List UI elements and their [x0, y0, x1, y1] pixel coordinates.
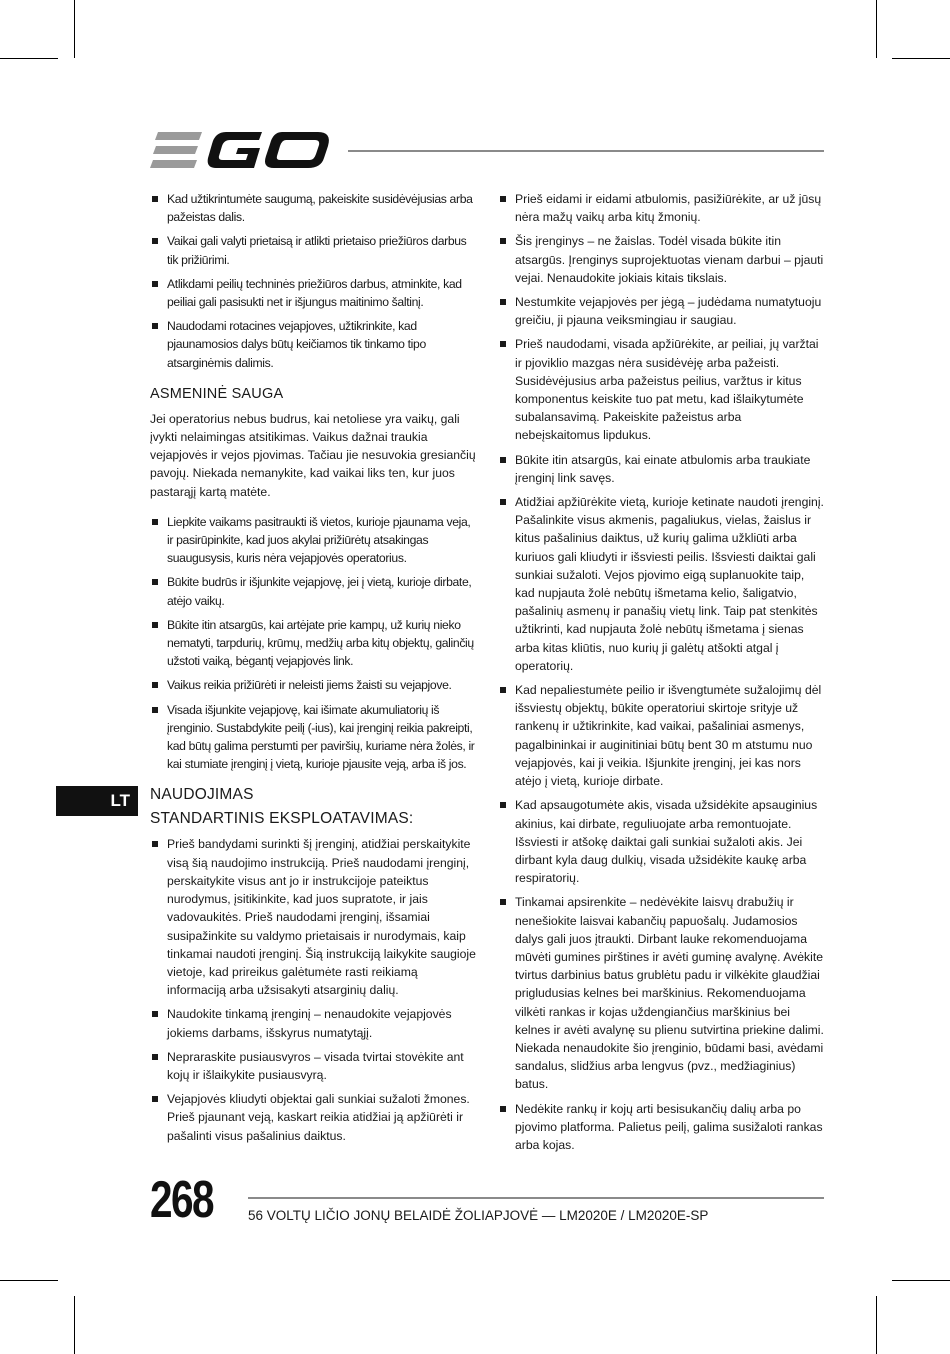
list-item: Vaikus reikia prižiūrėti ir neleisti jiems žaisti su vejapjove. [150, 676, 478, 694]
list-item: Kad apsaugotumėte akis, visada užsidėkite apsauginius akinius, kai dirbate, reguliuojate arba remontuojate. Išsviesti ir atšokę daiktai gali sunkiai sužaloti akis. Jei dirbant kyla daug dulkių, visada užsidėkite kaukę arba respiratorių. [498, 796, 824, 887]
section-heading-usage: NAUDOJIMAS [150, 786, 254, 804]
right-column [498, 190, 824, 1160]
list-item: Visada išjunkite vejapjovę, kai išimate akumuliatorių iš įrenginio. Sustabdykite peilį (-ius), kai įrenginį reikia pakreipti, kad būtų galima perstumti per paviršių, kuriame nėra žolės, ir kai stumiate įrenginį į vietą, kurioje pjausite veją, arba iš jos. [150, 701, 478, 774]
crop-mark [876, 1296, 877, 1354]
crop-mark [892, 1280, 950, 1281]
list-item: Liepkite vaikams pasitraukti iš vietos, kurioje pjaunama veja, ir pasirūpinkite, kad juos akylai prižiūrėtų atsakingas suaugusysis, kuris nėra vejapjovės operatorius. [150, 513, 478, 568]
crop-mark [74, 0, 75, 58]
section-subheading-standard-operation: STANDARTINIS EKSPLOATAVIMAS: [150, 810, 414, 828]
crop-mark [892, 58, 950, 59]
crop-mark [0, 58, 58, 59]
page-number: 268 [150, 1171, 213, 1229]
crop-mark [876, 0, 877, 58]
ego-logo [150, 128, 332, 172]
personal-safety-paragraph: Jei operatorius nebus budrus, kai netoliese yra vaikų, gali įvykti nelaimingas atsitikimas. Vaikus dažnai traukia vejapjovės ir vejos pjovimas. Tačiau jie nesuvokia gresiančių pavojų. Niekada nemanykite, kad vaikai liks ten, kur juos pastarąjį kartą matėte. [150, 411, 476, 499]
list-item: Nestumkite vejapjovės per jėgą – judėdama numatytuoju greičiu, ji pjauna veiksmingiau ir saugiau. [498, 293, 824, 329]
language-tab [56, 786, 138, 816]
header-rule [348, 150, 824, 152]
usage-bullets [150, 835, 478, 1144]
list-item: Naudodami rotacines vejapjoves, užtikrinkite, kad pjaunamosios dalys būtų keičiamos tik tinkamo tipo atsarginėmis dalimis. [150, 317, 478, 372]
section-heading-personal-safety: ASMENINĖ SAUGA [150, 385, 284, 402]
list-item: Atlikdami peilių techninės priežiūros darbus, atminkite, kad peiliai gali pasisukti net ir išjungus maitinimo šaltinį. [150, 275, 478, 311]
crop-mark [74, 1296, 75, 1354]
language-tab-label: LT [110, 791, 130, 810]
footer-rule [248, 1197, 824, 1199]
list-item: Atidžiai apžiūrėkite vietą, kurioje ketinate naudoti įrenginį. Pašalinkite visus akmenis, pagaliukus, vielas, žaislus ir kitus pašalinius daiktus, už kurių galima užkliūti arba kuriuos gali kliudyti ir išsviesti peilis. Išsviesti daiktai gali sunkiai sužaloti. Vejos pjovimo eigą suplanuokite taip, kad nupjauta žolė nebūtų išmetama kelio, šaligatvio, pašalinių asmenų ir panašių vietų link. Taip pat stenkitės užtikrinti, kad nupjauta žolė nebūtų išmetama į sienas arba kitas kliūtis, nuo kurių ji galėtų atšokti atgal į operatorių. [498, 493, 824, 675]
left-top-bullets [150, 190, 478, 372]
right-bullets [498, 190, 824, 1154]
left-column [150, 190, 478, 1151]
list-item: Būkite itin atsargūs, kai einate atbulomis arba traukiate įrenginį link savęs. [498, 451, 824, 487]
list-item: Kad nepaliestumėte peilio ir išvengtumėte sužalojimų dėl išsviestų objektų, būkite operatoriui skirtoje srityje už rankenų ir užtikrinkite, kad vaikai, pašaliniai asmenys, pagalbininkai ir auginitiniai būtų bent 30 m atstumu nuo vejapjovės, kai ji veikia. Išjunkite įrenginį, jei kas nors atėjo į vietą, kurioje dirbate. [498, 681, 824, 790]
list-item: Tinkamai apsirenkite – nedėvėkite laisvų drabužių ir nenešiokite laisvai kabančių papuošalų. Judamosios dalys gali juos įtraukti. Dirbant lauke rekomenduojama mūvėti gumines pirštines ir avėti guminę avalynę. Avėkite tvirtus darbinius batus grublėtu padu ir vilkėkite glaudžiai prigludusias kelnes bei marškinius. Rekomenduojama vilkėti rankas ir kojas uždengiančius marškinius bei kelnes ir avėti avalynę su plienu sutvirtina priekine dalimi. Niekada nenaudokite šio įrenginio, būdami basi, avėdami sandalus, slidžius arba lengvus (pvz., medžiaginius) batus. [498, 893, 824, 1093]
footer-product-title: 56 VOLTŲ LIČIO JONŲ BELAIDĖ ŽOLIAPJOVĖ — LM2020E / LM2020E-SP [248, 1208, 709, 1223]
list-item: Kad užtikrintumėte saugumą, pakeiskite susidėvėjusias arba pažeistas dalis. [150, 190, 478, 226]
personal-safety-bullets [150, 513, 478, 774]
list-item: Vejapjovės kliudyti objektai gali sunkiai sužaloti žmones. Prieš pjaunant veją, kaskart reikia atidžiai ją apžiūrėti ir pašalinti visus pašalinius daiktus. [150, 1090, 478, 1145]
crop-mark [0, 1280, 58, 1281]
list-item: Vaikai gali valyti prietaisą ir atlikti prietaiso priežiūros darbus tik prižiūrimi. [150, 232, 478, 268]
list-item: Būkite itin atsargūs, kai artėjate prie kampų, už kurių nieko nematyti, tarpdurių, krūmų, medžių arba kitų objektų, galinčių užstoti vaiką, bėgantį vejapjovės link. [150, 616, 478, 671]
list-item: Nedėkite rankų ir kojų arti besisukančių dalių arba po pjovimo platforma. Palietus peilį, galima susižaloti rankas arba kojas. [498, 1100, 824, 1155]
list-item: Nepraraskite pusiausvyros – visada tvirtai stovėkite ant kojų ir išlaikykite pusiausvyrą. [150, 1048, 478, 1084]
list-item: Būkite budrūs ir išjunkite vejapjovę, jei į vietą, kurioje dirbate, atėjo vaikų. [150, 573, 478, 609]
list-item: Šis įrenginys – ne žaislas. Todėl visada būkite itin atsargūs. Įrenginys suprojektuotas vienam darbui – pjauti vejai. Nenaudokite jokiais kitais tikslais. [498, 232, 824, 287]
list-item: Prieš eidami ir eidami atbulomis, pasižiūrėkite, ar už jūsų nėra mažų vaikų arba kitų žmonių. [498, 190, 824, 226]
list-item: Prieš bandydami surinkti šį įrenginį, atidžiai perskaitykite visą šią naudojimo instrukciją. Prieš naudodami įrenginį, perskaitykite visus ant jo ir instrukcijoje pateiktus nurodymus, įsitikinkite, kad juos supratote, ir jais vadovaukitės. Prieš naudodami įrenginį, išsamiai susipažinkite su valdymo prietaisais ir nurodymais, kaip tinkamai naudoti įrenginį. Šią instrukciją laikykite saugioje vietoje, kad prireikus galėtumėte rasti reikiamą informaciją arba užsisakyti atsarginių dalių. [150, 835, 478, 999]
list-item: Naudokite tinkamą įrenginį – nenaudokite vejapjovės jokiems darbams, išskyrus numatytąjį. [150, 1005, 478, 1041]
list-item: Prieš naudodami, visada apžiūrėkite, ar peiliai, jų varžtai ir pjoviklio mazgas nėra susidėvėję arba pažeisti. Susidėvėjusius arba pažeistus peilius, varžtus ir kitus komponentus keiskite tuo pat metu, kad išlaikytumėte subalansavimą. Pakeiskite pažeistus arba nebeįskaitomus lipdukus. [498, 335, 824, 444]
